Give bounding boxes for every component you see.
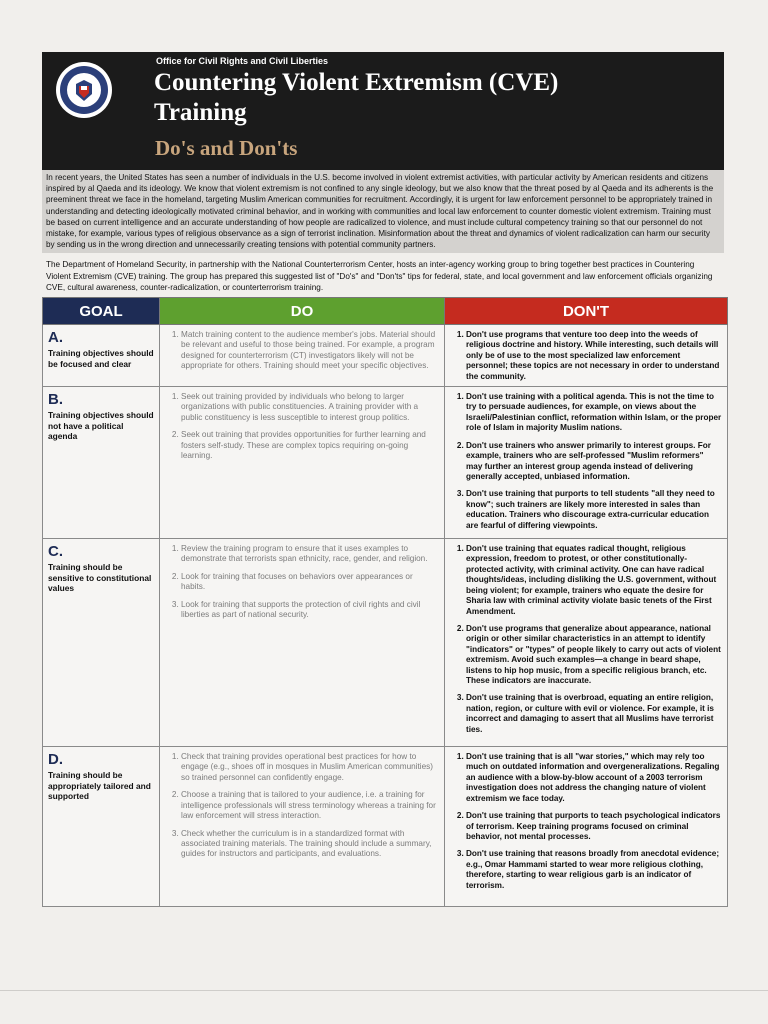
goal-description: Training should be sensitive to constitutional values [48,562,152,594]
page-edge-line [0,990,768,991]
do-list [165,752,439,860]
do-item: 1. Seek out training provided by individuals who belong to larger organizations with public constituencies. A training provider with a public constituency is less susceptible to interest group politics. [181,392,439,423]
do-item: 2. Choose a training that is tailored to your audience, i.e. a training for intelligence professionals will stress terminology whereas a training for law enforcement will stress interaction. [181,790,439,821]
document-page [42,52,724,907]
title-line-2: Training [154,99,247,126]
header-banner [42,52,724,170]
table-row [43,325,728,387]
dont-list [450,544,722,735]
dont-list [450,330,722,382]
dhs-seal-icon [54,60,114,120]
page-title [154,68,714,128]
dont-item: 3. Don't use training that is overbroad, equating an entire religion, nation, region, or culture with evil or violence. For example, it is incorrect and damaging to assert that all Muslims have terrorist ties. [466,693,722,735]
do-cell [160,747,445,907]
page-subtitle: Do's and Don'ts [155,136,298,160]
dont-item: 2. Don't use trainers who answer primarily to interest groups. For example, trainers who are self-professed "Muslim reformers" may further an interest group agenda instead of delivering generally accepted, unbiased information. [466,441,722,483]
dont-item: 1. Don't use training that is all "war stories," which may rely too much on outdated information and overgeneralizations. Regaling an audience with a blow-by-blow account of a 2003 terrorism investigation does not address the changing nature of violent extremism we face today. [466,752,722,804]
goal-letter: A. [48,329,63,347]
do-item: 2. Look for training that focuses on behaviors over appearances or habits. [181,572,439,593]
dont-item: 3. Don't use training that purports to tell students "all they need to know"; such trainers are likely more interested in sales than education. Trainers who discourage extra-curricular education are fearful of differing viewpoints. [466,489,722,531]
do-cell [160,325,445,387]
goal-letter: C. [48,543,63,561]
dont-list [450,752,722,891]
dont-header: DON'T [445,298,728,325]
do-item: 3. Check whether the curriculum is in a standardized format with associated training materials. The training should include a summary, guides for instructors and participants, and evaluations. [181,829,439,860]
do-item: 3. Look for training that supports the protection of civil rights and civil liberties as part of national security. [181,600,439,621]
title-line-1: Countering Violent Extremism (CVE) [154,69,559,96]
table-row [43,747,728,907]
dont-item: 1. Don't use training with a political agenda. This is not the time to try to persuade audiences, for example, on views about the Israeli/Palestinian conflict, reformation within Islam, or the proper role of Islam in majority Muslim nations. [466,392,722,434]
goal-cell [43,539,160,747]
goal-header: GOAL [43,298,160,325]
dont-cell [445,747,728,907]
dos-donts-table [42,297,728,907]
dont-item: 3. Don't use training that reasons broadly from anecdotal evidence; e.g., Omar Hammami started to wear more religious clothing, therefore, starting to wear religious garb is an indicator of terrorism. [466,849,722,891]
partnership-paragraph: The Department of Homeland Security, in partnership with the National Counterterrorism Center, hosts an inter-agency working group to bring together best practices in Countering Violent Extremism (CVE) training. The group has prepared this suggested list of "Do's" and "Don'ts" tips for federal, state, and local government and law enforcement officials organizing CVE, cultural awareness, counter-radicalization, or counterterrorism training. [46,260,713,292]
dont-cell [445,387,728,539]
do-cell [160,387,445,539]
office-name: Office for Civil Rights and Civil Liberties [156,56,329,66]
table-row [43,539,728,747]
do-list [165,392,439,461]
dont-cell [445,325,728,387]
goal-description: Training objectives should not have a political agenda [48,410,154,442]
goal-description: Training objectives should be focused and clear [48,348,154,369]
goal-cell [43,387,160,539]
goal-letter: B. [48,391,63,409]
dont-cell [445,539,728,747]
goal-description: Training should be appropriately tailored and supported [48,770,151,802]
goal-letter: D. [48,751,63,769]
do-item: 2. Seek out training that provides opportunities for further learning and fosters self-study. These are complex topics requiring on-going learning. [181,430,439,461]
do-list [165,330,439,372]
dont-item: 2. Don't use training that purports to teach psychological indicators of terrorism. Keep training programs focused on criminal behavior, not mental processes. [466,811,722,842]
intro-paragraph: In recent years, the United States has seen a number of individuals in the U.S. become involved in violent extremist activities, with particular activity by American residents and citizens inspired by al Qaeda and its ideology. We know that violent extremism is not confined to any single ideology, but we also know that the threat posed by al Qaeda and its adherents is the preeminent threat we face in the homeland, targeting Muslim American communities for recruitment. Accordingly, it is urgent for law enforcement personnel to be appropriately trained in understanding and detecting ideologically motivated criminal behavior, and in working with communities and local law enforcement to counter domestic violent extremism. Training must be based on current intelligence and an accurate understanding of how people are radicalized to violence, and must include cultural competency training so that our personnel do not mistake, for example, various types of religious observance as a sign of terrorist inclination. Misinformation about the threat and dynamics of violent radicalization can harm our security by sending us in the wrong direction and unnecessarily creating tensions with potential community partners. [42,170,724,253]
table-row [43,387,728,539]
goal-cell [43,325,160,387]
table-body [43,325,728,907]
do-list [165,544,439,620]
dont-list [450,392,722,531]
dont-item: 1. Don't use programs that venture too deep into the weeds of religious doctrine and history. While interesting, such details will only be of use to the most specialized law enforcement personnel; these topics are not necessary in order to understand the community. [466,330,722,382]
goal-cell [43,747,160,907]
dont-item: 1. Don't use training that equates radical thought, religious expression, freedom to protest, or other constitutionally-protected activity, with criminal activity. One can have radical thoughts/ideas, including disliking the U.S. government, without being violent; for example, trainers who equate the desire for Sharia law with criminal activity violate basic tenets of the First Amendment. [466,544,722,617]
do-item: 1. Review the training program to ensure that it uses examples to demonstrate that terrorists span ethnicity, race, gender, and religion. [181,544,439,565]
dont-item: 2. Don't use programs that generalize about appearance, national origin or other similar characteristics in an attempt to identify "indicators" or "types" of people likely to carry out acts of violent extremism. Avoid such examples—a change in beard shape, listens to hip hop music, from a specific religious branch, etc. These indicators are inaccurate. [466,624,722,686]
do-header: DO [160,298,445,325]
do-item: 1. Check that training provides operational best practices for how to engage (e.g., shoes off in mosques in Muslim American communities) so trained personnel can confidently engage. [181,752,439,783]
do-item: 1. Match training content to the audience member's jobs. Material should be relevant and useful to those being trained. For example, a program designed for counterterrorism (CT) investigators likely will not be appropriate for others. Training should meet your specific objectives. [181,330,439,372]
do-cell [160,539,445,747]
